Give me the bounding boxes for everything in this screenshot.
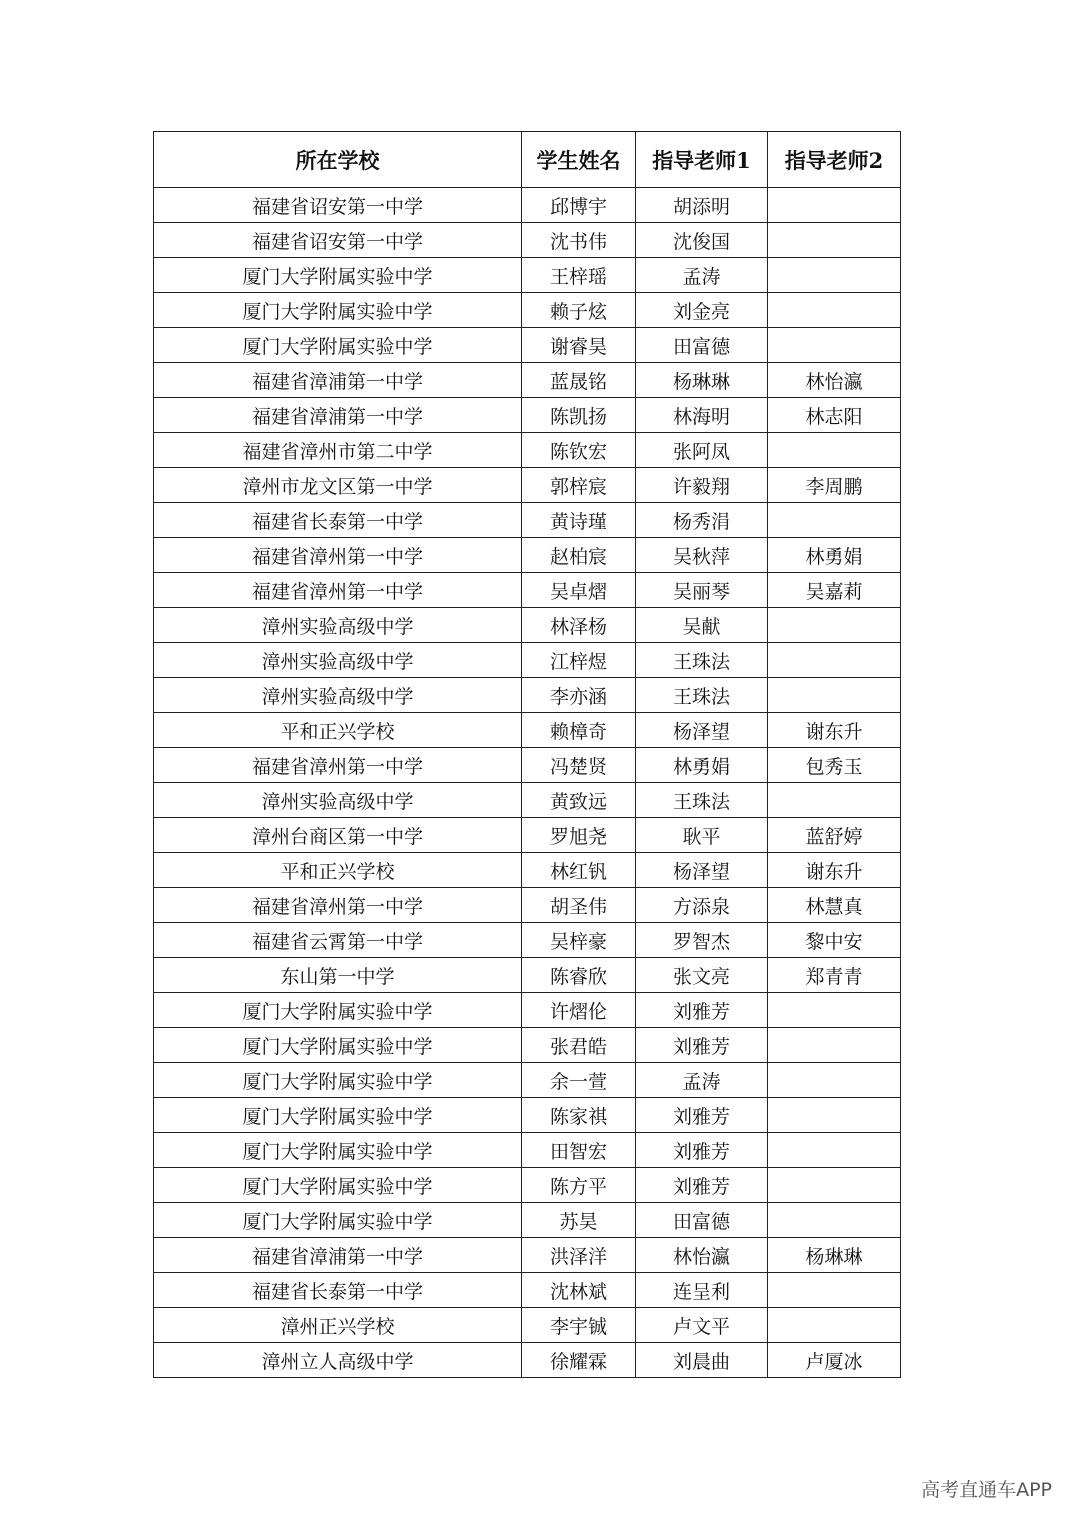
cell-student-name: 林泽杨 [522,608,636,643]
cell-teacher-2: 林怡瀛 [768,363,901,398]
cell-teacher-1: 孟涛 [636,1063,768,1098]
cell-student-name: 谢睿昊 [522,328,636,363]
cell-student-name: 吴梓豪 [522,923,636,958]
cell-school: 漳州市龙文区第一中学 [154,468,522,503]
table-row [154,1203,901,1238]
cell-teacher-2: 杨琳琳 [768,1238,901,1273]
cell-teacher-1: 吴丽琴 [636,573,768,608]
cell-school: 厦门大学附属实验中学 [154,993,522,1028]
cell-teacher-2 [768,223,901,258]
cell-student-name: 苏昊 [522,1203,636,1238]
cell-teacher-2 [768,1098,901,1133]
cell-student-name: 罗旭尧 [522,818,636,853]
cell-teacher-1: 耿平 [636,818,768,853]
cell-school: 福建省漳州第一中学 [154,573,522,608]
cell-student-name: 黄诗瑾 [522,503,636,538]
cell-student-name: 邱博宇 [522,188,636,223]
cell-teacher-1: 杨泽望 [636,853,768,888]
table-row [154,363,901,398]
cell-teacher-2: 卢厦冰 [768,1343,901,1378]
cell-teacher-1: 刘雅芳 [636,1098,768,1133]
table-row [154,468,901,503]
cell-school: 福建省长泰第一中学 [154,1273,522,1308]
cell-teacher-1: 田富德 [636,1203,768,1238]
cell-student-name: 赖子炫 [522,293,636,328]
cell-teacher-2 [768,783,901,818]
cell-school: 福建省漳州市第二中学 [154,433,522,468]
cell-teacher-2 [768,1168,901,1203]
cell-school: 福建省长泰第一中学 [154,503,522,538]
cell-teacher-1: 吴献 [636,608,768,643]
cell-teacher-1: 林海明 [636,398,768,433]
cell-student-name: 洪泽洋 [522,1238,636,1273]
cell-school: 福建省诏安第一中学 [154,223,522,258]
cell-school: 厦门大学附属实验中学 [154,1168,522,1203]
table-row [154,1343,901,1378]
cell-school: 福建省诏安第一中学 [154,188,522,223]
cell-teacher-1: 沈俊国 [636,223,768,258]
table-row [154,993,901,1028]
cell-teacher-2 [768,328,901,363]
cell-teacher-2 [768,503,901,538]
cell-student-name: 赖樟奇 [522,713,636,748]
table-row [154,643,901,678]
cell-teacher-1: 王珠法 [636,678,768,713]
cell-teacher-2: 郑青青 [768,958,901,993]
cell-teacher-2 [768,993,901,1028]
cell-school: 漳州实验高级中学 [154,783,522,818]
cell-school: 漳州实验高级中学 [154,643,522,678]
cell-teacher-2 [768,1273,901,1308]
cell-teacher-2: 包秀玉 [768,748,901,783]
cell-school: 漳州实验高级中学 [154,608,522,643]
cell-school: 福建省漳浦第一中学 [154,363,522,398]
table-row [154,678,901,713]
table-row [154,398,901,433]
cell-teacher-1: 许毅翔 [636,468,768,503]
table-row [154,1028,901,1063]
cell-student-name: 陈钦宏 [522,433,636,468]
header-teacher-2: 指导老师2 [768,132,901,188]
table-row [154,888,901,923]
cell-student-name: 李宇铖 [522,1308,636,1343]
cell-school: 福建省漳浦第一中学 [154,398,522,433]
cell-teacher-2 [768,1308,901,1343]
table-row [154,958,901,993]
table-header-row [154,132,901,188]
cell-school: 厦门大学附属实验中学 [154,1028,522,1063]
header-teacher-1: 指导老师1 [636,132,768,188]
cell-student-name: 郭梓宸 [522,468,636,503]
cell-teacher-2 [768,1063,901,1098]
cell-teacher-1: 刘雅芳 [636,1133,768,1168]
cell-teacher-1: 王珠法 [636,643,768,678]
table-row [154,188,901,223]
cell-student-name: 黄致远 [522,783,636,818]
cell-teacher-1: 张阿凤 [636,433,768,468]
cell-school: 福建省漳州第一中学 [154,888,522,923]
cell-teacher-1: 杨琳琳 [636,363,768,398]
cell-student-name: 赵柏宸 [522,538,636,573]
cell-teacher-1: 田富德 [636,328,768,363]
table-body [154,188,901,1378]
cell-teacher-1: 杨泽望 [636,713,768,748]
cell-student-name: 胡圣伟 [522,888,636,923]
table-row [154,748,901,783]
cell-teacher-1: 胡添明 [636,188,768,223]
cell-student-name: 江梓煜 [522,643,636,678]
table-row [154,328,901,363]
cell-teacher-1: 孟涛 [636,258,768,293]
cell-student-name: 沈林斌 [522,1273,636,1308]
cell-teacher-2 [768,258,901,293]
cell-student-name: 吴卓熠 [522,573,636,608]
table-row [154,503,901,538]
table-row [154,1063,901,1098]
cell-student-name: 陈方平 [522,1168,636,1203]
cell-teacher-1: 刘雅芳 [636,993,768,1028]
cell-student-name: 陈睿欣 [522,958,636,993]
table-row [154,293,901,328]
cell-teacher-2: 谢东升 [768,853,901,888]
cell-teacher-2: 吴嘉莉 [768,573,901,608]
cell-student-name: 蓝晟铭 [522,363,636,398]
cell-student-name: 许熠伦 [522,993,636,1028]
cell-teacher-2 [768,1028,901,1063]
header-school: 所在学校 [154,132,522,188]
cell-teacher-2 [768,643,901,678]
table-row [154,783,901,818]
cell-teacher-2: 林勇娟 [768,538,901,573]
cell-school: 福建省漳浦第一中学 [154,1238,522,1273]
table-row [154,433,901,468]
cell-school: 厦门大学附属实验中学 [154,328,522,363]
table-row [154,258,901,293]
cell-teacher-2: 李周鹏 [768,468,901,503]
cell-school: 东山第一中学 [154,958,522,993]
cell-school: 漳州立人高级中学 [154,1343,522,1378]
cell-school: 厦门大学附属实验中学 [154,293,522,328]
cell-teacher-2: 谢东升 [768,713,901,748]
cell-teacher-1: 刘雅芳 [636,1168,768,1203]
cell-teacher-1: 林怡瀛 [636,1238,768,1273]
table-row [154,1168,901,1203]
cell-student-name: 余一萱 [522,1063,636,1098]
cell-student-name: 冯楚贤 [522,748,636,783]
table-row [154,1238,901,1273]
cell-teacher-1: 连呈利 [636,1273,768,1308]
table-row [154,1273,901,1308]
cell-teacher-2 [768,608,901,643]
cell-school: 福建省云霄第一中学 [154,923,522,958]
cell-teacher-2: 林志阳 [768,398,901,433]
cell-student-name: 徐耀霖 [522,1343,636,1378]
cell-teacher-2: 蓝舒婷 [768,818,901,853]
cell-school: 平和正兴学校 [154,713,522,748]
table-row [154,608,901,643]
cell-teacher-1: 林勇娟 [636,748,768,783]
cell-teacher-2: 黎中安 [768,923,901,958]
cell-teacher-1: 刘雅芳 [636,1028,768,1063]
cell-school: 漳州台商区第一中学 [154,818,522,853]
cell-teacher-1: 罗智杰 [636,923,768,958]
student-roster-table [153,131,901,1378]
table-row [154,573,901,608]
table-row [154,853,901,888]
cell-teacher-1: 方添泉 [636,888,768,923]
cell-teacher-2 [768,1133,901,1168]
cell-teacher-1: 卢文平 [636,1308,768,1343]
cell-student-name: 陈凯扬 [522,398,636,433]
cell-teacher-2 [768,678,901,713]
cell-student-name: 李亦涵 [522,678,636,713]
cell-teacher-1: 吴秋萍 [636,538,768,573]
table-row [154,1098,901,1133]
table-row [154,223,901,258]
cell-school: 漳州实验高级中学 [154,678,522,713]
cell-school: 福建省漳州第一中学 [154,748,522,783]
table-row [154,538,901,573]
cell-teacher-2 [768,433,901,468]
cell-student-name: 林红钒 [522,853,636,888]
table-row [154,1133,901,1168]
cell-school: 厦门大学附属实验中学 [154,1203,522,1238]
cell-school: 厦门大学附属实验中学 [154,1098,522,1133]
cell-school: 漳州正兴学校 [154,1308,522,1343]
table-row [154,818,901,853]
cell-teacher-2: 林慧真 [768,888,901,923]
cell-teacher-1: 刘晨曲 [636,1343,768,1378]
header-student-name: 学生姓名 [522,132,636,188]
cell-teacher-2 [768,293,901,328]
cell-student-name: 沈书伟 [522,223,636,258]
table-row [154,713,901,748]
cell-student-name: 张君皓 [522,1028,636,1063]
cell-school: 厦门大学附属实验中学 [154,1133,522,1168]
cell-student-name: 田智宏 [522,1133,636,1168]
cell-teacher-1: 刘金亮 [636,293,768,328]
cell-school: 平和正兴学校 [154,853,522,888]
cell-teacher-1: 王珠法 [636,783,768,818]
cell-teacher-2 [768,1203,901,1238]
cell-school: 厦门大学附属实验中学 [154,258,522,293]
cell-teacher-2 [768,188,901,223]
cell-school: 福建省漳州第一中学 [154,538,522,573]
watermark-text: 高考直通车APP [921,1479,1052,1501]
cell-teacher-1: 张文亮 [636,958,768,993]
cell-student-name: 王梓瑶 [522,258,636,293]
cell-student-name: 陈家祺 [522,1098,636,1133]
cell-school: 厦门大学附属实验中学 [154,1063,522,1098]
table-row [154,923,901,958]
cell-teacher-1: 杨秀涓 [636,503,768,538]
table-row [154,1308,901,1343]
